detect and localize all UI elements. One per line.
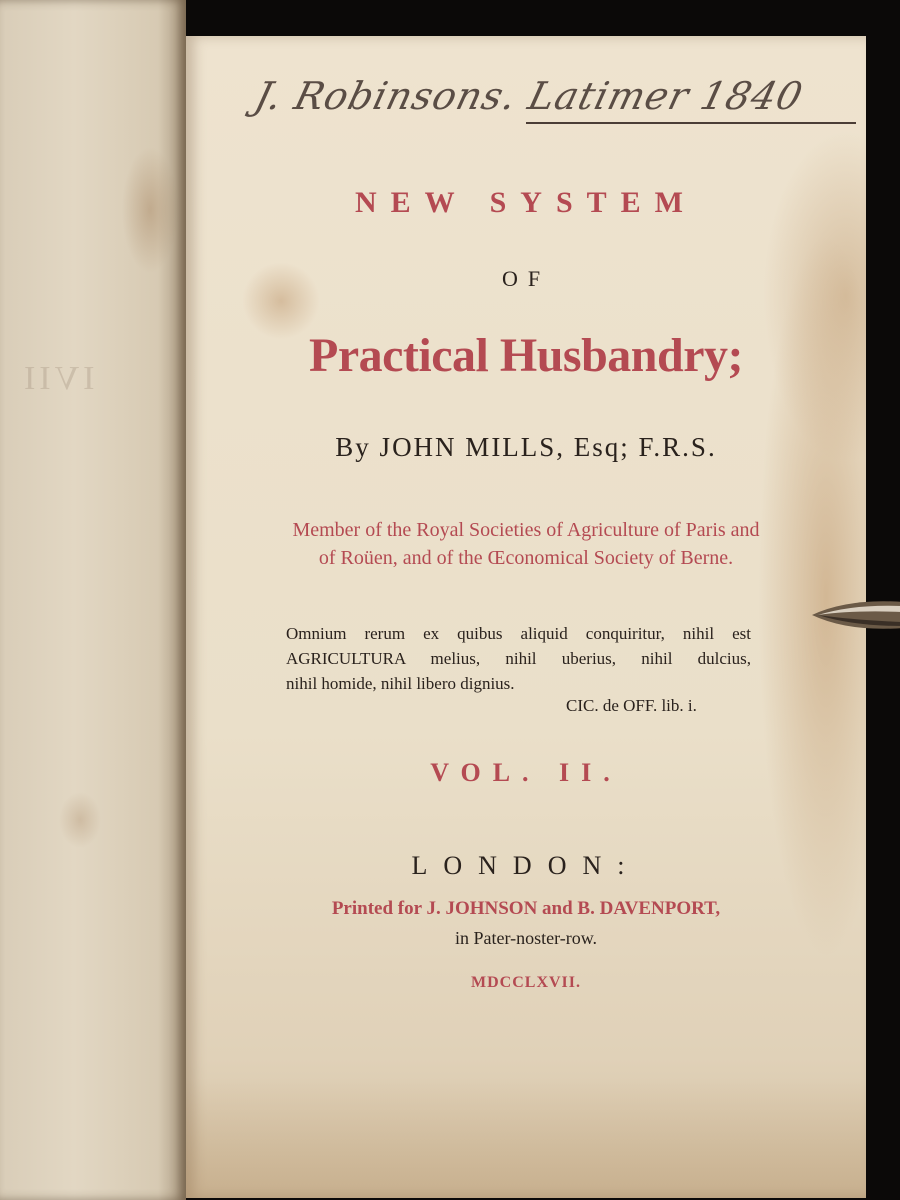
quote-attribution: CIC. de OFF. lib. i.	[566, 696, 697, 715]
title-line-3: Practical Husbandry;	[309, 329, 743, 382]
affiliation-line-1: Member of the Royal Societies of Agriculture of Paris and	[292, 519, 760, 541]
bleed-through-text: IVII	[20, 360, 95, 397]
title-line-1: NEW SYSTEM	[354, 186, 697, 219]
quote-line-2: AGRICULTURA melius, nihil uberius, nihil dulcius,	[286, 649, 751, 668]
inscription-underline	[526, 122, 856, 124]
latin-epigraph	[286, 621, 751, 696]
printer-line-2: in Pater-noster-row.	[454, 928, 598, 948]
handwritten-inscription: J. Robinsons. Latimer 1840	[250, 74, 808, 118]
imprint-place: LONDON:	[411, 851, 641, 880]
left-endpaper	[0, 0, 186, 1200]
title-page	[186, 36, 866, 1198]
title-line-2: OF	[501, 266, 551, 291]
metal-page-marker-icon	[808, 596, 900, 634]
printer-line-1: Printed for J. JOHNSON and B. DAVENPORT,	[331, 898, 721, 919]
imprint-date: MDCCLXVII.	[471, 974, 581, 991]
quote-line-1: Omnium rerum ex quibus aliquid conquiritur, nihil est	[286, 624, 751, 643]
affiliation	[186, 516, 866, 572]
quote-line-3: nihil homide, nihil libero dignius.	[286, 674, 515, 693]
page-stain	[186, 1078, 866, 1198]
author-line: By JOHN MILLS, Esq; F.R.S.	[335, 432, 717, 462]
volume-line: VOL. II.	[430, 758, 622, 787]
affiliation-line-2: of Roüen, and of the Œconomical Society of Berne.	[318, 547, 734, 569]
